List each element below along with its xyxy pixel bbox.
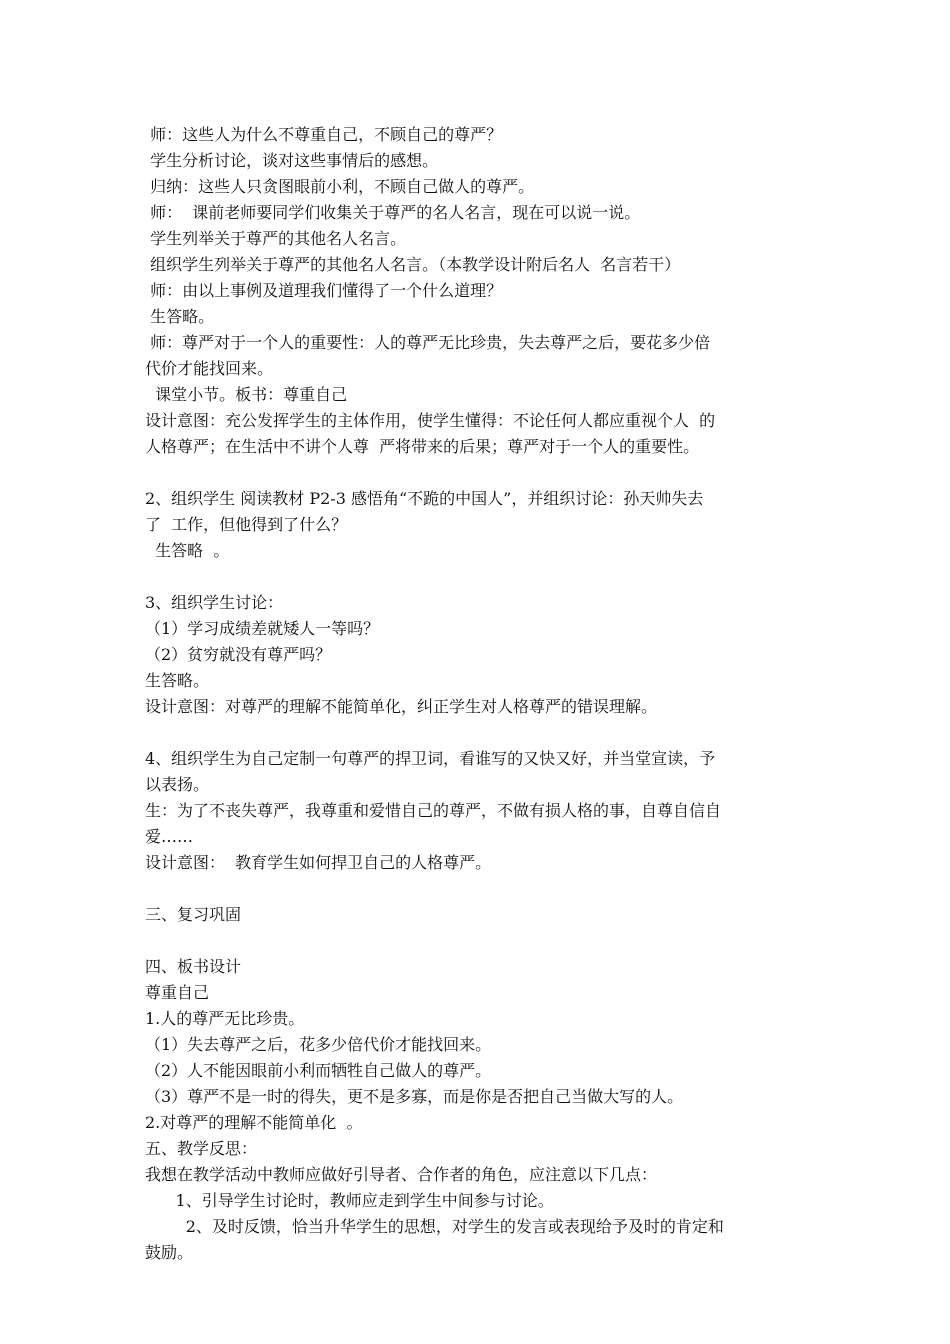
text-line: 我想在教学活动中教师应做好引导者、合作者的角色，应注意以下几点： — [145, 1165, 658, 1184]
text-line: 4、组织学生为自己定制一句尊严的捍卫词，看谁写的又快又好，并当堂宣读，予 — [145, 749, 716, 768]
text-line: （1）失去尊严之后，花多少倍代价才能找回来。 — [145, 1035, 492, 1054]
blank-line — [145, 928, 810, 954]
text-line: 师： 课前老师要同学们收集关于尊严的名人名言，现在可以说一说。 — [145, 203, 641, 222]
text-line: 设计意图： 教育学生如何捍卫自己的人格尊严。 — [145, 853, 492, 872]
text-line: 代价才能找回来。 — [145, 359, 274, 378]
text-line: 学生分析讨论，谈对这些事情后的感想。 — [145, 151, 439, 170]
text-line: 生：为了不丧失尊严，我尊重和爱惜自己的尊严，不做有损人格的事，自尊自信自 — [145, 801, 722, 820]
text-line: （2）人不能因眼前小利而牺牲自己做人的尊严。 — [145, 1061, 492, 1080]
text-line: 组织学生列举关于尊严的其他名人名言。（本教学设计附后名人 名言若干） — [145, 255, 681, 274]
text-line: 爱…… — [145, 827, 194, 846]
text-line: 3、组织学生讨论： — [145, 593, 284, 612]
blank-line — [145, 876, 810, 902]
text-line: 师：尊严对于一个人的重要性：人的尊严无比珍贵，失去尊严之后，要花多少倍 — [145, 333, 711, 352]
text-line: 五、教学反思： — [145, 1139, 258, 1158]
text-line: 1.人的尊严无比珍贵。 — [145, 1009, 305, 1028]
text-line: 1、引导学生讨论时，教师应走到学生中间参与讨论。 — [145, 1191, 554, 1210]
document-body — [145, 122, 810, 1266]
blank-line — [145, 564, 810, 590]
text-line: （3）尊严不是一时的得失，更不是多寡，而是你是否把自己当做大写的人。 — [145, 1087, 684, 1106]
text-line: 了 工作，但他得到了什么？ — [145, 515, 348, 534]
text-line: 鼓励。 — [145, 1243, 194, 1262]
text-line: 人格尊严；在生活中不讲个人尊 严将带来的后果；尊严对于一个人的重要性。 — [145, 437, 700, 456]
text-line: 师：由以上事例及道理我们懂得了一个什么道理？ — [145, 281, 503, 300]
text-line: 生答略。 — [145, 307, 215, 326]
text-line: 学生列举关于尊严的其他名人名言。 — [145, 229, 407, 248]
text-line: （2）贫穷就没有尊严吗？ — [145, 645, 332, 664]
text-line: 生答略 。 — [145, 541, 230, 560]
text-line: 尊重自己 — [145, 983, 210, 1002]
text-line: 生答略。 — [145, 671, 210, 690]
text-line: 2、组织学生 阅读教材 P2-3 感悟角“不跪的中国人”，并组织讨论：孙天帅失去 — [145, 489, 704, 508]
text-line: 课堂小节。板书：尊重自己 — [145, 385, 348, 404]
text-line: 三、复习巩固 — [145, 905, 242, 924]
text-line: 以表扬。 — [145, 775, 210, 794]
blank-line — [145, 720, 810, 746]
text-line: 师：这些人为什么不尊重自己，不顾自己的尊严？ — [145, 125, 503, 144]
text-line: 四、板书设计 — [145, 957, 242, 976]
text-line: （1）学习成绩差就矮人一等吗？ — [145, 619, 380, 638]
blank-line — [145, 460, 810, 486]
text-line: 2、及时反馈，恰当升华学生的思想，对学生的发言或表现给予及时的肯定和 — [145, 1217, 724, 1236]
text-line: 归纳：这些人只贪图眼前小利，不顾自己做人的尊严。 — [145, 177, 535, 196]
text-line: 2.对尊严的理解不能简单化 。 — [145, 1113, 363, 1132]
text-line: 设计意图：充公发挥学生的主体作用，使学生懂得：不论任何人都应重视个人 的 — [145, 411, 716, 430]
text-line: 设计意图：对尊严的理解不能简单化，纠正学生对人格尊严的错误理解。 — [145, 697, 658, 716]
